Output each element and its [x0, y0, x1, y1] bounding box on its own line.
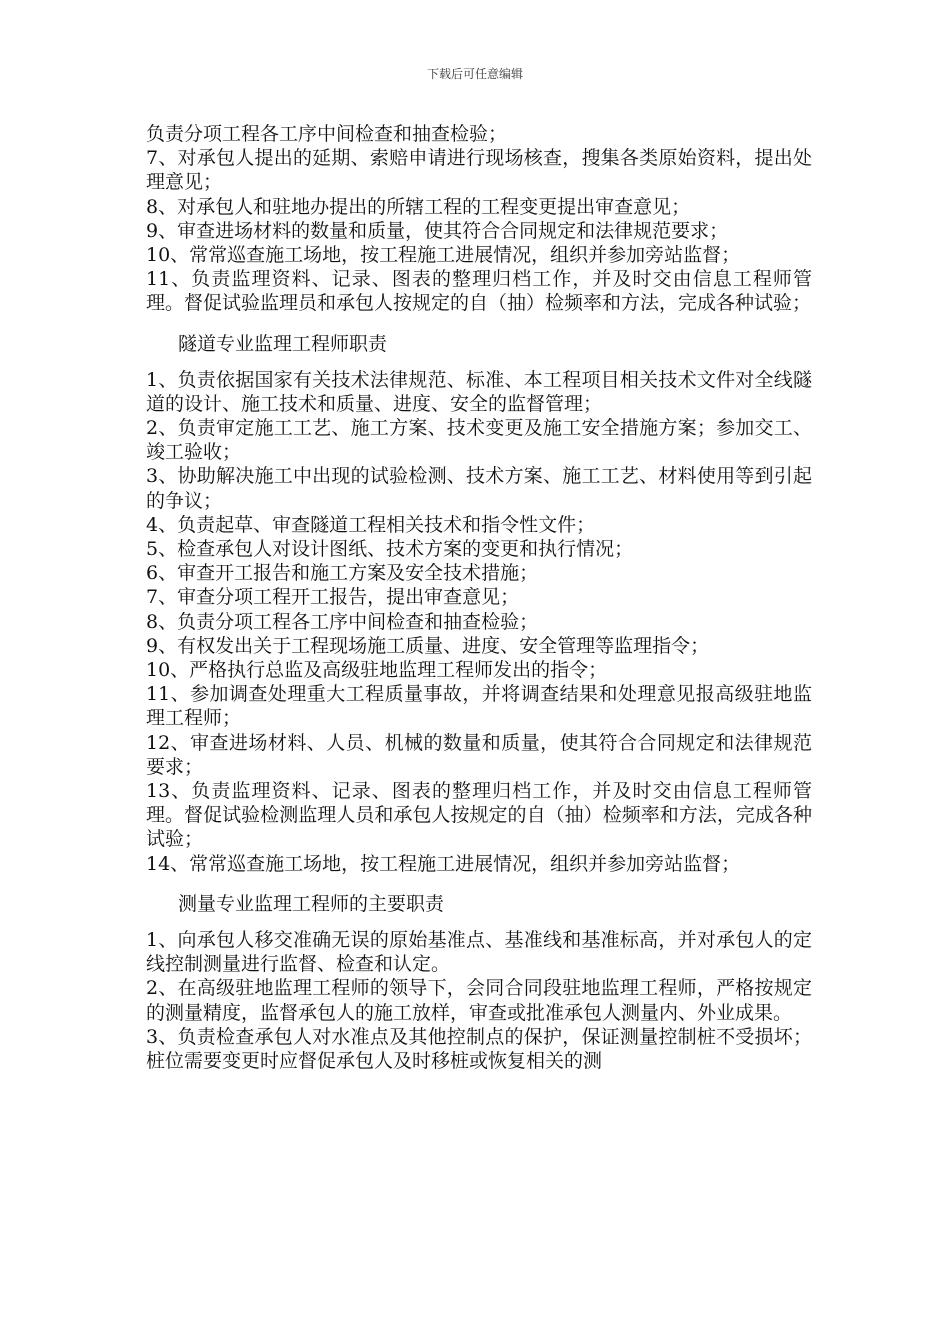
list-item: 8、负责分项工程各工序中间检查和抽查检验；: [146, 610, 539, 633]
list-item: 3、协助解决施工中出现的试验检测、技术方案、施工工艺、材料使用等到引起的争议；: [146, 465, 812, 512]
list-item: 5、检查承包人对设计图纸、技术方案的变更和执行情况；: [146, 538, 634, 561]
list-item: 负责分项工程各工序中间检查和抽查检验；: [146, 123, 508, 145]
list-item: 7、审查分项工程开工报告，提出审查意见；: [146, 586, 520, 609]
list-item: 4、负责起草、审查隧道工程相关技术和指令性文件；: [146, 513, 596, 536]
list-item: 6、审查开工报告和施工方案及安全技术措施；: [146, 562, 539, 585]
list-item: 1、向承包人移交准确无误的原始基准点、基准线和基准标高，并对承包人的定线控制测量进行监督、检查和认定。: [146, 928, 812, 976]
list-item: 3、负责检查承包人对水准点及其他控制点的保护，保证测量控制桩不受损坏；桩位需要变更时应督促承包人及时移桩或恢复相关的测: [146, 1025, 812, 1072]
section-geotech-duties: [146, 122, 812, 316]
list-item: 11、参加调查处理重大工程质量事故，并将调查结果和处理意见报高级驻地监理工程师；: [146, 683, 812, 730]
list-item: 12、审查进场材料、人员、机械的数量和质量，使其符合合同规定和法律规范要求；: [146, 731, 812, 778]
list-item: 9、有权发出关于工程现场施工质量、进度、安全管理等监理指令；: [146, 634, 710, 657]
section-title-tunnel: 隧道专业监理工程师职责: [178, 332, 388, 355]
list-item: 8、对承包人和驻地办提出的所辖工程的工程变更提出审查意见；: [146, 195, 691, 218]
list-item: 2、在高级驻地监理工程师的领导下，会同合同段驻地监理工程师，严格按规定的测量精度，监督承包人的施工放样，审查或批准承包人测量内、外业成果。: [146, 977, 812, 1024]
section-survey-duties: [146, 928, 812, 1073]
list-item: 14、常常巡查施工场地，按工程施工进展情况，组织并参加旁站监督；: [146, 852, 741, 875]
list-item: 10、常常巡查施工场地，按工程施工进展情况，组织并参加旁站监督；: [146, 244, 741, 267]
section-tunnel-duties: [146, 368, 812, 876]
document-body: [146, 122, 812, 1073]
page-header: 下载后可任意编辑: [426, 67, 523, 81]
list-item: 7、对承包人提出的延期、索赔申请进行现场核查，搜集各类原始资料，提出处理意见；: [146, 147, 812, 194]
list-item: 1、负责依据国家有关技术法律规范、标准、本工程项目相关技术文件对全线隧道的设计、施工技术和质量、进度、安全的监督管理；: [146, 368, 812, 415]
section-title-survey: 测量专业监理工程师的主要职责: [178, 892, 445, 915]
list-item: 13、负责监理资料、记录、图表的整理归档工作，并及时交由信息工程师管理。督促试验检测监理人员和承包人按规定的自（抽）检频率和方法，完成各种试验；: [146, 780, 812, 851]
list-item: 10、严格执行总监及高级驻地监理工程师发出的指令；: [146, 659, 608, 682]
list-item: 11、负责监理资料、记录、图表的整理归档工作，并及时交由信息工程师管理。督促试验监理员和承包人按规定的自（抽）检频率和方法，完成各种试验；: [146, 268, 812, 315]
list-item: 9、审查进场材料的数量和质量，使其符合合同规定和法律规范要求；: [146, 219, 729, 242]
list-item: 2、负责审定施工工艺、施工方案、技术变更及施工安全措施方案；参加交工、竣工验收；: [146, 417, 812, 464]
